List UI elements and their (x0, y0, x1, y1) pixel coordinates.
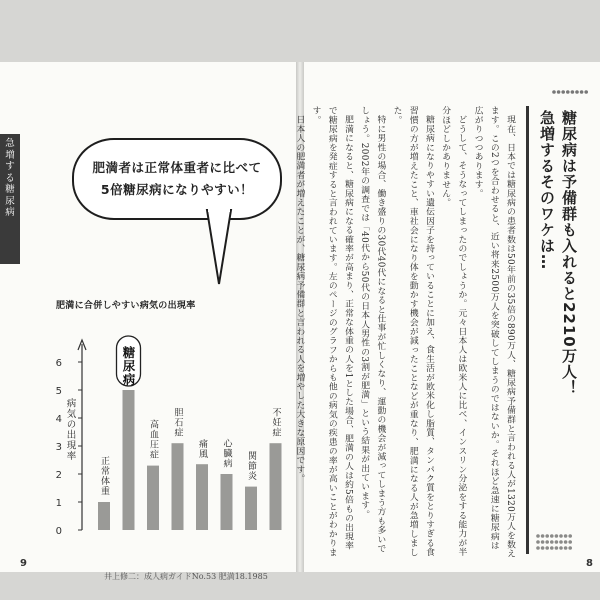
section-heading-line-2: 急増するそのワケは… (538, 110, 556, 270)
bar (147, 466, 159, 530)
decorative-dot (550, 534, 554, 538)
decorative-dot (566, 90, 570, 94)
right-page (294, 62, 600, 572)
speech-bubble (72, 138, 282, 220)
category-label: 不妊症 (270, 407, 281, 438)
category-label: 胆石症 (172, 407, 183, 438)
decorative-dot (541, 534, 545, 538)
body-paragraph: 特に男性の場合、働き盛りの30代40代になると仕事が忙しくなり、運動の機会が減ってしまう方も多いでしょう。2002年の調査では「40代から50代の日本人男性の3割が肥満」という結果が出ています。 (359, 106, 386, 553)
speech-bubble-tail (205, 210, 245, 290)
decorative-dot (580, 90, 584, 94)
y-tick-label: 4 (55, 414, 62, 425)
decorative-dot (568, 534, 572, 538)
decorative-dot (555, 540, 559, 544)
category-label: 関節炎 (246, 451, 256, 482)
decorative-dot (545, 546, 549, 550)
y-tick-label: 0 (55, 526, 62, 537)
chapter-side-tab-label: 急増する糖尿病 (5, 138, 15, 218)
chapter-side-tab (0, 134, 20, 264)
category-label: 痛風 (197, 439, 207, 460)
decorative-dot (550, 546, 554, 550)
chart-citation: 井上修二：成人病ガイドNo.53 肥満18.1985 (104, 572, 268, 581)
body-paragraph: どうして、そうなってしまったのでしょうか。元々日本人は欧米人に比べ、インスリン分泌をする能力が半分ほどしかありません。 (440, 106, 467, 557)
decorative-dot (541, 546, 545, 550)
decorative-dot (555, 534, 559, 538)
decorative-dot (555, 546, 559, 550)
body-text (294, 106, 518, 558)
decorative-dot (564, 534, 568, 538)
left-page-number: 9 (20, 558, 27, 569)
decorative-dot (545, 534, 549, 538)
left-page (0, 62, 296, 581)
decorative-dot (564, 540, 568, 544)
category-label: 高血圧症 (148, 419, 158, 460)
bar (123, 390, 135, 530)
category-label: 心臓病 (221, 438, 232, 469)
heading-rule (526, 106, 529, 554)
y-tick-label: 5 (55, 386, 62, 397)
decorative-dots-top (550, 86, 590, 98)
bar (270, 443, 282, 530)
body-paragraph: 糖尿病になりやすい遺伝因子を持っていることに加え、食生活が欧米化し脂質、タンパク質をとりすぎる食習慣の方が増えたこと、車社会になり体を動かす機会が減ったことなどが重なり、肥満になる人が急増しました。 (391, 106, 434, 557)
decorative-dot (564, 546, 568, 550)
decorative-dot (575, 90, 579, 94)
decorative-dot (545, 540, 549, 544)
decorative-dot (536, 534, 540, 538)
decorative-dot (541, 540, 545, 544)
decorative-dot (552, 90, 556, 94)
decorative-dot (561, 90, 565, 94)
decorative-dot (536, 540, 540, 544)
decorative-dot (559, 534, 563, 538)
decorative-dot (550, 540, 554, 544)
y-tick-label: 2 (55, 470, 62, 481)
bar (196, 464, 208, 530)
bar (221, 474, 233, 530)
chart-title: 肥満に合併しやすい病気の出現率 (56, 301, 196, 311)
section-heading (536, 110, 580, 550)
bar (172, 443, 184, 530)
decorative-dot (536, 546, 540, 550)
body-paragraph: 肥満になると、糖尿病になる確率が高まり、正常な体重の人を1とした場合、肥満の人は約5倍もの出現率で糖尿病を発症すると言われています。左のページのグラフからも他の病気の疾患の率が高いことがわかります。 (310, 106, 353, 557)
body-paragraph: 日本人の肥満者が増えたことが、糖尿病予備群と言われる人を増やした大きな原因です。 (294, 114, 305, 483)
body-paragraph: 現在、日本では糖尿病の患者数は50年前の35倍の890万人、糖尿病予備群と言われる人が1320万人を数えます。この2つを合わせると、近い将来2500万人を突破してしまうのではないか。それほど急速に糖尿病は広がりつつあります。 (472, 106, 515, 558)
y-tick-label: 3 (55, 442, 62, 453)
speech-bubble-line-2: 5倍糖尿病になりやすい！ (100, 182, 254, 197)
bar (98, 502, 110, 530)
decorative-dot (557, 90, 561, 94)
y-tick-label: 1 (55, 498, 62, 509)
category-label: 正常体重 (99, 456, 109, 496)
bar (245, 487, 257, 530)
bar-chart (40, 318, 290, 558)
decorative-dot (584, 90, 588, 94)
y-tick-label: 6 (55, 358, 62, 369)
decorative-dots-bottom (534, 532, 574, 554)
decorative-dot (571, 90, 575, 94)
y-axis-label: 病気の出現率 (64, 398, 76, 461)
decorative-dot (568, 540, 572, 544)
speech-bubble-line-1: 肥満者は正常体重者に比べて (92, 160, 262, 175)
section-heading-line-1: 糖尿病は予備群も入れると2210万人！ (560, 110, 578, 396)
right-page-number: 8 (586, 558, 593, 569)
decorative-dot (568, 546, 572, 550)
category-label: 糖尿病 (121, 346, 136, 387)
decorative-dot (559, 540, 563, 544)
decorative-dot (559, 546, 563, 550)
